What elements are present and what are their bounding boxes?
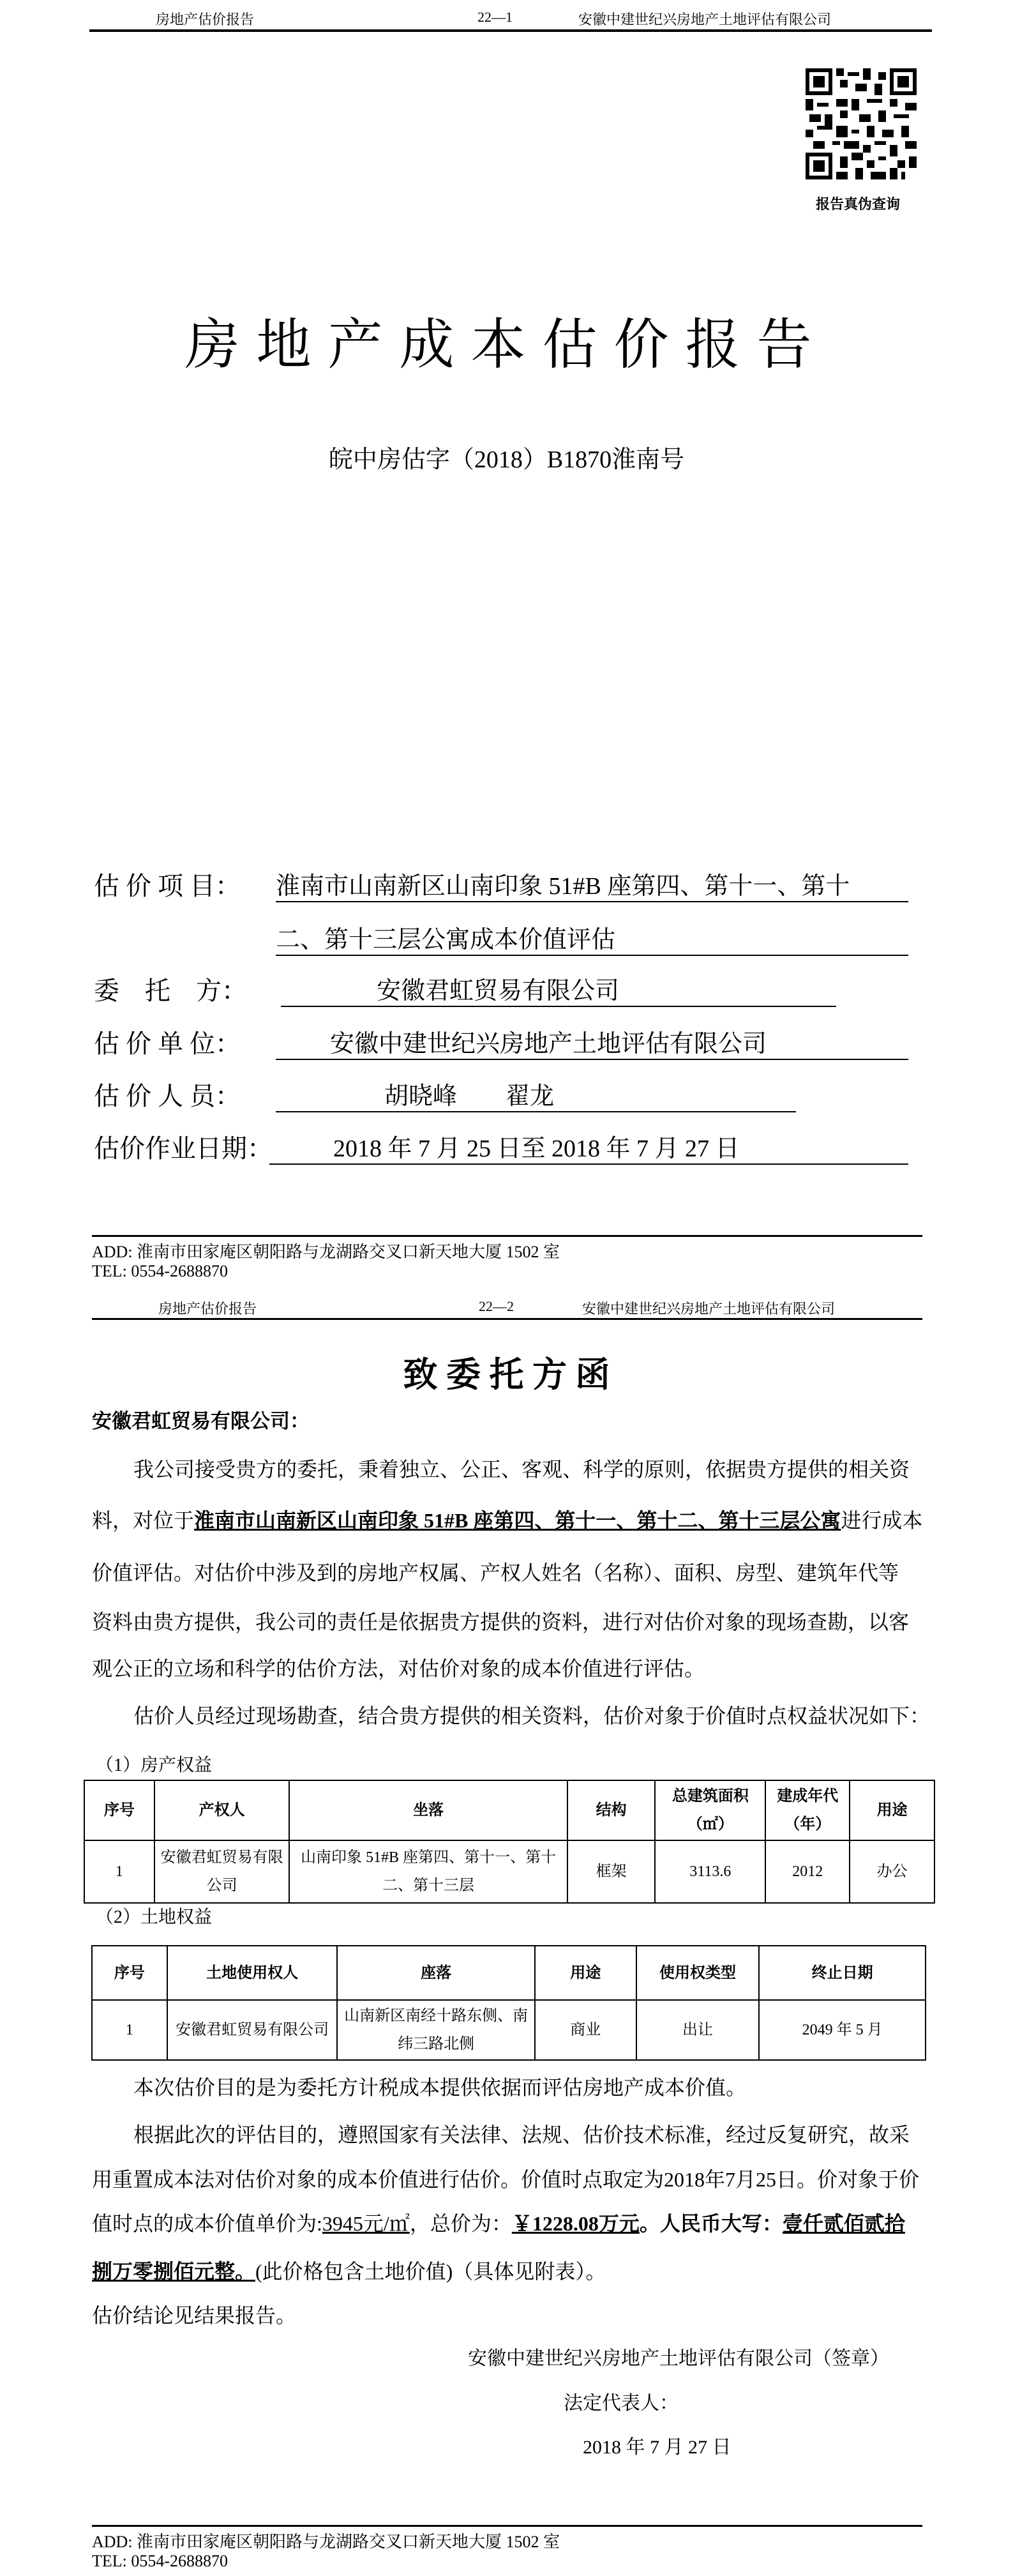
header-left: 房地产估价报告 <box>156 11 255 27</box>
para-1-line-2 <box>92 1504 922 1534</box>
property-address: 淮南市山南新区山南印象 51#B 座第四、第十一、第十二、第十三层公寓 <box>194 1509 841 1532</box>
cell: 2012 <box>765 1840 850 1903</box>
header-cell: 序号 <box>84 1780 154 1840</box>
cell: 2049 年 5 月 <box>759 2000 926 2060</box>
salutation: 安徽君虹贸易有限公司： <box>92 1410 310 1432</box>
field-value-client: 安徽君虹贸易有限公司 <box>281 971 836 1007</box>
report-title: 房地产成本估价报告 <box>184 314 829 375</box>
header-rule <box>89 29 932 32</box>
report-number: 皖中房估字（2018）B1870淮南号 <box>328 446 685 473</box>
header-company: 安徽中建世纪兴房地产土地评估有限公司 <box>582 1301 836 1317</box>
footer-phone: TEL: 0554-2688870 <box>92 1262 229 1280</box>
cell: 框架 <box>567 1840 656 1903</box>
header-cell: 用途 <box>535 1946 636 2000</box>
header-cell: 结构 <box>567 1780 656 1840</box>
cell: 3113.6 <box>655 1840 765 1903</box>
letter-title: 致 委 托 方 函 <box>403 1356 610 1394</box>
footer-address: ADD: 淮南市田家庵区朝阳路与龙湖路交叉口新天地大厦 1502 室 <box>92 2533 560 2551</box>
field-value-appraisers: 胡晓峰 翟龙 <box>276 1076 796 1112</box>
header-cell: 座落 <box>337 1946 535 2000</box>
para-4-line-3 <box>92 2208 905 2237</box>
signature-company: 安徽中建世纪兴房地产土地评估有限公司（签章） <box>468 2348 889 2369</box>
footer-address: ADD: 淮南市田家庵区朝阳路与龙湖路交叉口新天地大厦 1502 室 <box>92 1243 560 1261</box>
field-label-appraiser-org: 估 价 单 位： <box>94 1029 241 1058</box>
footer-rule <box>92 1235 922 1237</box>
para-1-line-3: 价值评估。对估价中涉及到的房地产权属、产权人姓名（名称）、面积、房型、建筑年代等 <box>92 1561 899 1584</box>
cell: 1 <box>84 1840 154 1903</box>
table-2-caption: （2）土地权益 <box>96 1907 213 1927</box>
header-cell: 建成年代（年） <box>765 1780 850 1840</box>
footer-phone: TEL: 0554-2688870 <box>92 2552 229 2570</box>
table-header-row <box>84 1780 934 1840</box>
para-4-line-1: 根据此次的评估目的，遵照国家有关法律、法规、估价技术标准，经过反复研究，故采 <box>133 2123 910 2146</box>
cell: 出让 <box>636 2000 760 2060</box>
cell: 安徽君虹贸易有限公司 <box>154 1840 290 1903</box>
text: 进行成本 <box>841 1509 923 1532</box>
para-5: 估价结论见结果报告。 <box>92 2304 297 2327</box>
cell: 安徽君虹贸易有限公司 <box>167 2000 338 2060</box>
amount-in-words: 壹仟贰佰贰拾 <box>782 2212 905 2235</box>
table-row <box>84 1840 934 1903</box>
para-1-line-4: 资料由贵方提供，我公司的责任是依据贵方提供的资料，进行对估价对象的现场查勘，以客 <box>92 1610 910 1633</box>
header-company: 安徽中建世纪兴房地产土地评估有限公司 <box>578 11 832 27</box>
cell: 办公 <box>850 1840 934 1903</box>
qr-code-icon[interactable] <box>806 68 917 179</box>
cell: 山南新区南经十路东侧、南纬三路北侧 <box>337 2000 535 2060</box>
field-value-project-line2: 二、第十三层公寓成本价值评估 <box>276 920 908 956</box>
field-label-client: 委 托 方： <box>94 976 247 1005</box>
page-number: 22—1 <box>477 9 513 25</box>
legal-representative: 法定代表人： <box>564 2393 679 2414</box>
header-cell: 总建筑面积（㎡） <box>655 1780 765 1840</box>
field-label-project: 估 价 项 目： <box>94 872 241 900</box>
text: 。人民币大写： <box>639 2212 783 2235</box>
field-value-work-dates: 2018 年 7 月 25 日至 2018 年 7 月 27 日 <box>269 1128 908 1165</box>
para-1-line-1: 我公司接受贵方的委托，秉着独立、公正、客观、科学的原则，依据贵方提供的相关资 <box>133 1458 910 1481</box>
cell: 商业 <box>535 2000 636 2060</box>
table-row <box>92 2000 926 2060</box>
field-label-appraisers: 估 价 人 员： <box>94 1082 241 1110</box>
header-cell: 用途 <box>850 1780 934 1840</box>
header-cell: 序号 <box>92 1946 167 2000</box>
unit-price: 3945元/㎡ <box>322 2212 410 2235</box>
footer-rule <box>92 2525 922 2527</box>
header-cell: 产权人 <box>154 1780 290 1840</box>
text: 值时点的成本价值单价为: <box>92 2212 322 2235</box>
para-4-line-2: 用重置成本法对估价对象的成本价值进行估价。价值时点取定为2018年7月25日。价对象于价 <box>92 2168 920 2191</box>
qr-caption: 报告真伪查询 <box>816 196 901 212</box>
header-rule <box>92 1318 922 1320</box>
land-rights-table <box>91 1945 926 2061</box>
property-rights-table <box>84 1780 935 1904</box>
cell: 山南印象 51#B 座第四、第十一、第十二、第十三层 <box>289 1840 567 1903</box>
para-2: 估价人员经过现场勘查，结合贵方提供的相关资料，估价对象于价值时点权益状况如下： <box>133 1704 931 1727</box>
header-cell: 坐落 <box>289 1780 567 1840</box>
page-number: 22—2 <box>479 1298 514 1314</box>
header-cell: 土地使用权人 <box>167 1946 338 2000</box>
header-cell: 终止日期 <box>759 1946 926 2000</box>
header-cell: 使用权类型 <box>636 1946 760 2000</box>
field-label-work-dates: 估价作业日期： <box>94 1134 273 1163</box>
amount-in-words-cont: 捌万零捌佰元整。 <box>92 2260 256 2283</box>
field-value-project-line1: 淮南市山南新区山南印象 51#B 座第四、第十一、第十 <box>276 866 908 902</box>
para-1-line-5: 观公正的立场和科学的估价方法，对估价对象的成本价值进行评估。 <box>92 1657 705 1680</box>
text: (此价格包含土地价值)（具体见附表）。 <box>255 2260 606 2283</box>
cell: 1 <box>92 2000 167 2060</box>
text: 料，对位于 <box>92 1509 195 1532</box>
table-header-row <box>92 1946 926 2000</box>
header-left: 房地产估价报告 <box>158 1301 257 1317</box>
field-value-appraiser-org: 安徽中建世纪兴房地产土地评估有限公司 <box>276 1024 908 1060</box>
text: ，总价为： <box>409 2212 512 2235</box>
para-4-line-4 <box>92 2255 606 2285</box>
table-1-caption: （1）房产权益 <box>96 1755 213 1775</box>
para-3: 本次估价目的是为委托方计税成本提供依据而评估房地产成本价值。 <box>133 2076 747 2099</box>
total-price: ￥1228.08万元 <box>511 2212 640 2235</box>
signature-date: 2018 年 7 月 27 日 <box>583 2437 732 2458</box>
